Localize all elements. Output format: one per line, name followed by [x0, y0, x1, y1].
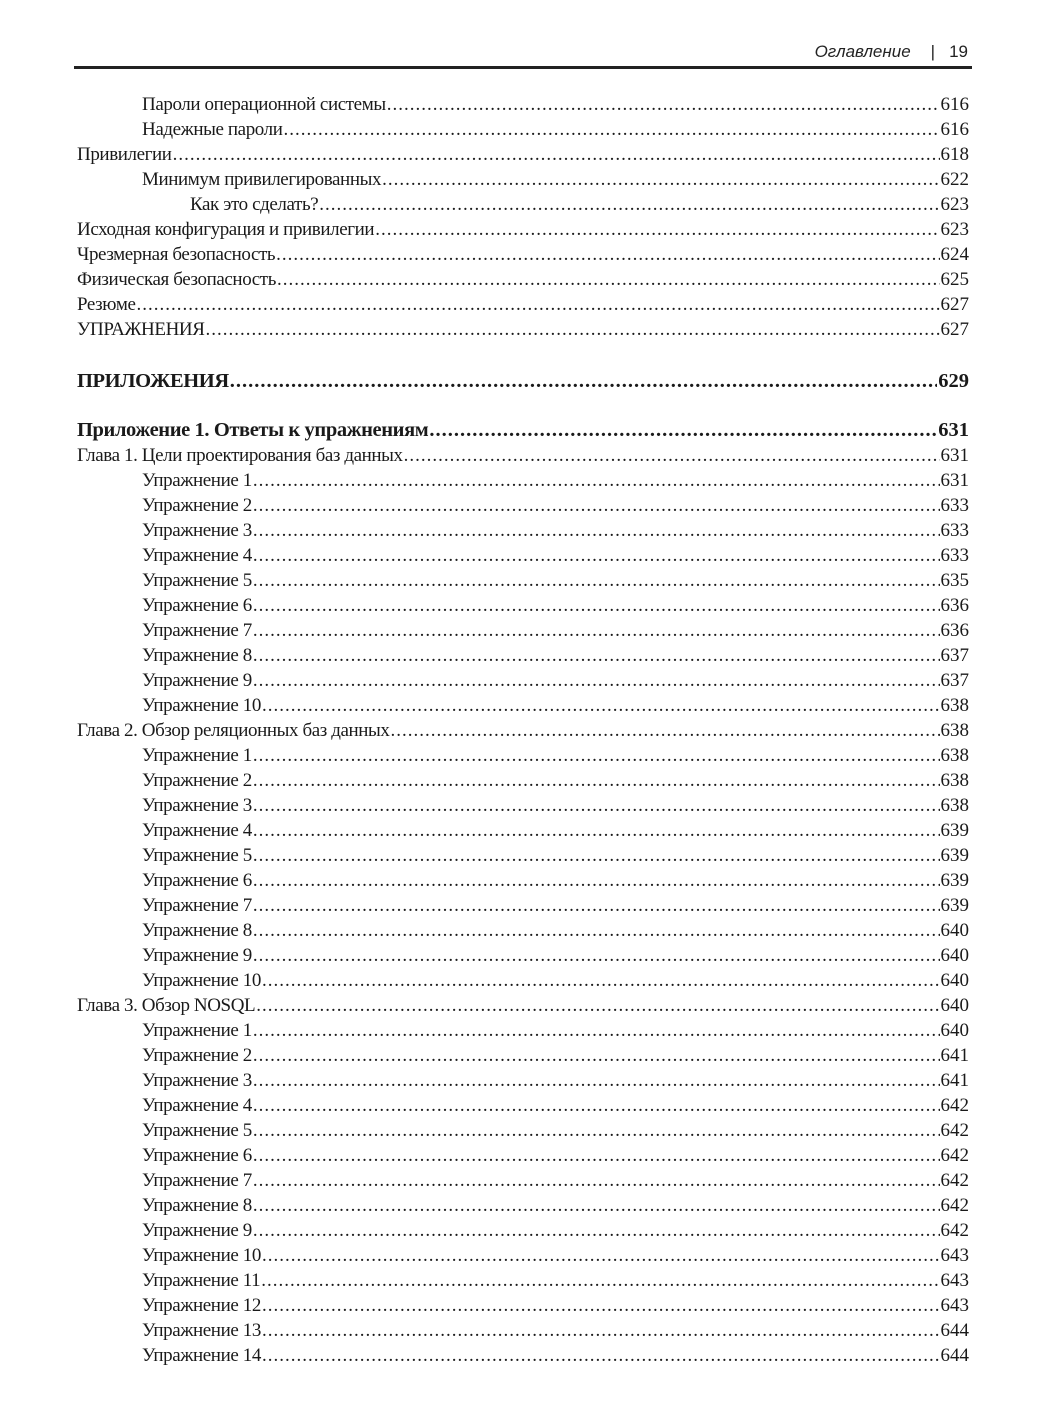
- dot-leader: [253, 493, 940, 518]
- toc-entry[interactable]: [77, 217, 969, 242]
- toc-entry-page: 616: [940, 119, 969, 140]
- toc-entry[interactable]: [77, 443, 969, 468]
- dot-leader: [391, 718, 940, 743]
- toc-entry-page: 639: [940, 845, 969, 866]
- toc-entry-page: 642: [940, 1170, 969, 1191]
- toc-entry[interactable]: [77, 369, 969, 394]
- toc-entry-title: Глава 3. Обзор NOSQL: [77, 995, 256, 1016]
- toc-entry-page: 622: [940, 169, 969, 190]
- dot-leader: [253, 568, 940, 593]
- table-of-contents: [77, 92, 969, 1368]
- toc-entry[interactable]: [77, 818, 969, 843]
- toc-entry[interactable]: [77, 117, 969, 142]
- dot-leader: [253, 593, 940, 618]
- toc-entry-page: 644: [940, 1320, 969, 1341]
- toc-entry[interactable]: [77, 167, 969, 192]
- dot-leader: [253, 1043, 940, 1068]
- toc-entry[interactable]: [77, 618, 969, 643]
- dot-leader: [253, 643, 940, 668]
- dot-leader: [253, 668, 940, 693]
- toc-entry-page: 616: [940, 94, 969, 115]
- header-right: [815, 42, 968, 62]
- toc-entry-title: Упражнение 10: [142, 695, 261, 716]
- toc-entry-page: 642: [940, 1195, 969, 1216]
- dot-leader: [253, 893, 940, 918]
- toc-entry[interactable]: [77, 1318, 969, 1343]
- toc-entry-title: Упражнение 4: [142, 1095, 252, 1116]
- dot-leader: [253, 543, 940, 568]
- toc-entry[interactable]: [77, 1343, 969, 1368]
- toc-entry-title: Упражнение 6: [142, 595, 252, 616]
- toc-entry[interactable]: [77, 843, 969, 868]
- header-title: Оглавление: [814, 42, 911, 61]
- running-header: [74, 40, 972, 69]
- toc-entry-title: Упражнение 6: [142, 1145, 252, 1166]
- toc-entry-title: Упражнение 8: [142, 1195, 252, 1216]
- toc-entry-page: 640: [940, 1020, 969, 1041]
- toc-entry-title: Упражнение 7: [142, 1170, 252, 1191]
- toc-entry-title: Упражнение 7: [142, 620, 252, 641]
- toc-entry-title: Упражнение 7: [142, 895, 252, 916]
- dot-leader: [262, 1318, 940, 1343]
- toc-entry-page: 631: [940, 445, 969, 466]
- toc-entry-page: 640: [940, 995, 969, 1016]
- dot-leader: [253, 943, 940, 968]
- dot-leader: [253, 1218, 940, 1243]
- toc-entry-page: 636: [940, 595, 969, 616]
- toc-entry-title: УПРАЖНЕНИЯ: [77, 319, 205, 340]
- toc-entry[interactable]: [77, 1218, 969, 1243]
- toc-entry-title: Надежные пароли: [142, 119, 283, 140]
- toc-entry-title: ПРИЛОЖЕНИЯ: [77, 370, 229, 392]
- toc-entry[interactable]: [77, 568, 969, 593]
- toc-entry-page: 638: [940, 770, 969, 791]
- toc-entry-page: 625: [940, 269, 969, 290]
- toc-entry[interactable]: [77, 418, 969, 443]
- page-number: 19: [949, 42, 968, 61]
- toc-entry-title: Упражнение 9: [142, 1220, 252, 1241]
- toc-entry[interactable]: [77, 142, 969, 167]
- toc-entry-page: 627: [940, 319, 969, 340]
- toc-entry[interactable]: [77, 1068, 969, 1093]
- dot-leader: [253, 1168, 940, 1193]
- dot-leader: [262, 1293, 940, 1318]
- toc-entry-title: Упражнение 2: [142, 495, 252, 516]
- dot-leader: [253, 1118, 940, 1143]
- toc-entry-title: Приложение 1. Ответы к упражнениям: [77, 419, 429, 441]
- toc-entry[interactable]: [77, 643, 969, 668]
- toc-entry-page: 637: [940, 645, 969, 666]
- toc-entry-title: Упражнение 9: [142, 945, 252, 966]
- toc-entry-title: Упражнение 8: [142, 645, 252, 666]
- toc-entry-page: 633: [940, 545, 969, 566]
- toc-entry[interactable]: [77, 693, 969, 718]
- toc-entry-page: 637: [940, 670, 969, 691]
- toc-entry-page: 636: [940, 620, 969, 641]
- dot-leader: [253, 618, 940, 643]
- toc-entry-title: Упражнение 10: [142, 970, 261, 991]
- dot-leader: [276, 242, 939, 267]
- dot-leader: [253, 518, 940, 543]
- toc-entry-title: Упражнение 12: [142, 1295, 261, 1316]
- toc-entry-page: 638: [940, 720, 969, 741]
- toc-entry-title: Упражнение 14: [142, 1345, 261, 1366]
- toc-entry[interactable]: [77, 593, 969, 618]
- toc-entry-page: 643: [940, 1245, 969, 1266]
- toc-entry[interactable]: [77, 267, 969, 292]
- toc-entry[interactable]: [77, 242, 969, 267]
- toc-entry[interactable]: [77, 468, 969, 493]
- toc-entry-title: Упражнение 5: [142, 570, 252, 591]
- toc-entry-page: 639: [940, 870, 969, 891]
- dot-leader: [284, 117, 940, 142]
- toc-entry-title: Упражнение 3: [142, 795, 252, 816]
- toc-entry-page: 624: [940, 244, 969, 265]
- dot-leader: [173, 142, 940, 167]
- toc-entry-title: Пароли операционной системы: [142, 94, 386, 115]
- toc-entry-title: Чрезмерная безопасность: [77, 244, 276, 265]
- toc-entry[interactable]: [77, 92, 969, 117]
- toc-entry[interactable]: [77, 317, 969, 342]
- toc-entry-title: Глава 1. Цели проектирования баз данных: [77, 445, 403, 466]
- toc-entry[interactable]: [77, 943, 969, 968]
- toc-entry[interactable]: [77, 1043, 969, 1068]
- toc-entry[interactable]: [77, 192, 969, 217]
- dot-leader: [253, 768, 940, 793]
- toc-entry[interactable]: [77, 718, 969, 743]
- toc-entry-title: Упражнение 9: [142, 670, 252, 691]
- dot-leader: [137, 292, 940, 317]
- toc-entry[interactable]: [77, 868, 969, 893]
- toc-entry[interactable]: [77, 1143, 969, 1168]
- toc-entry[interactable]: [77, 893, 969, 918]
- toc-entry-page: 627: [940, 294, 969, 315]
- toc-entry-page: 635: [940, 570, 969, 591]
- dot-leader: [262, 1243, 940, 1268]
- toc-entry-page: 643: [940, 1295, 969, 1316]
- dot-leader: [253, 868, 940, 893]
- header-separator: |: [930, 42, 936, 61]
- dot-leader: [387, 92, 940, 117]
- toc-entry-title: Упражнение 1: [142, 1020, 252, 1041]
- toc-entry-title: Упражнение 11: [142, 1270, 261, 1291]
- toc-entry-title: Минимум привилегированных: [142, 169, 382, 190]
- dot-leader: [253, 1018, 940, 1043]
- dot-leader: [429, 418, 937, 443]
- dot-leader: [382, 167, 939, 192]
- toc-entry-title: Упражнение 6: [142, 870, 252, 891]
- toc-entry[interactable]: [77, 743, 969, 768]
- dot-leader: [253, 743, 940, 768]
- toc-entry[interactable]: [77, 768, 969, 793]
- dot-leader: [277, 267, 940, 292]
- toc-entry-title: Упражнение 3: [142, 520, 252, 541]
- dot-leader: [253, 1093, 940, 1118]
- dot-leader: [262, 693, 940, 718]
- toc-entry[interactable]: [77, 493, 969, 518]
- dot-leader: [253, 793, 940, 818]
- dot-leader: [230, 369, 937, 394]
- toc-entry-title: Упражнение 2: [142, 1045, 252, 1066]
- toc-entry[interactable]: [77, 1193, 969, 1218]
- toc-entry[interactable]: [77, 1093, 969, 1118]
- toc-entry-page: 639: [940, 895, 969, 916]
- toc-entry-page: 638: [940, 795, 969, 816]
- toc-entry[interactable]: [77, 793, 969, 818]
- toc-entry[interactable]: [77, 668, 969, 693]
- toc-entry-title: Упражнение 1: [142, 470, 252, 491]
- toc-entry-page: 641: [940, 1045, 969, 1066]
- toc-entry[interactable]: [77, 1018, 969, 1043]
- toc-entry[interactable]: [77, 292, 969, 317]
- toc-entry-page: 618: [940, 144, 969, 165]
- toc-entry-page: 644: [940, 1345, 969, 1366]
- toc-entry-title: Как это сделать?: [190, 194, 319, 215]
- dot-leader: [375, 217, 939, 242]
- toc-entry-page: 638: [940, 745, 969, 766]
- toc-entry-title: Упражнение 13: [142, 1320, 261, 1341]
- toc-entry-page: 638: [940, 695, 969, 716]
- dot-leader: [262, 968, 940, 993]
- toc-entry[interactable]: [77, 1243, 969, 1268]
- toc-entry-title: Упражнение 5: [142, 845, 252, 866]
- toc-entry-page: 643: [940, 1270, 969, 1291]
- toc-entry-page: 640: [940, 945, 969, 966]
- toc-entry-title: Резюме: [77, 294, 136, 315]
- toc-entry[interactable]: [77, 1293, 969, 1318]
- toc-entry[interactable]: [77, 1118, 969, 1143]
- toc-entry-page: 640: [940, 970, 969, 991]
- dot-leader: [261, 1268, 939, 1293]
- dot-leader: [253, 468, 940, 493]
- toc-entry-page: 642: [940, 1220, 969, 1241]
- toc-entry-title: Упражнение 4: [142, 545, 252, 566]
- toc-entry-page: 642: [940, 1095, 969, 1116]
- toc-entry[interactable]: [77, 543, 969, 568]
- dot-leader: [253, 1143, 940, 1168]
- toc-entry-page: 631: [938, 419, 969, 441]
- toc-entry-page: 631: [940, 470, 969, 491]
- toc-entry-title: Упражнение 1: [142, 745, 252, 766]
- dot-leader: [206, 317, 940, 342]
- dot-leader: [253, 843, 940, 868]
- toc-entry-title: Глава 2. Обзор реляционных баз данных: [77, 720, 390, 741]
- toc-entry[interactable]: [77, 918, 969, 943]
- toc-entry[interactable]: [77, 968, 969, 993]
- toc-entry-page: 642: [940, 1120, 969, 1141]
- dot-leader: [253, 1068, 940, 1093]
- toc-entry-page: 633: [940, 495, 969, 516]
- toc-entry-title: Упражнение 4: [142, 820, 252, 841]
- toc-entry-title: Упражнение 3: [142, 1070, 252, 1091]
- toc-entry-title: Упражнение 5: [142, 1120, 252, 1141]
- toc-entry-title: Упражнение 8: [142, 920, 252, 941]
- toc-entry-page: 629: [938, 370, 969, 392]
- toc-entry-page: 642: [940, 1145, 969, 1166]
- dot-leader: [253, 1193, 940, 1218]
- toc-entry-title: Привилегии: [77, 144, 172, 165]
- toc-entry[interactable]: [77, 1268, 969, 1293]
- toc-entry-page: 639: [940, 820, 969, 841]
- toc-entry[interactable]: [77, 993, 969, 1018]
- dot-leader: [253, 918, 940, 943]
- dot-leader: [253, 818, 940, 843]
- toc-entry-page: 640: [940, 920, 969, 941]
- toc-entry-page: 641: [940, 1070, 969, 1091]
- toc-entry-title: Упражнение 10: [142, 1245, 261, 1266]
- toc-entry[interactable]: [77, 518, 969, 543]
- toc-entry-page: 623: [940, 194, 969, 215]
- dot-leader: [256, 993, 939, 1018]
- toc-entry-title: Упражнение 2: [142, 770, 252, 791]
- toc-entry-page: 623: [940, 219, 969, 240]
- dot-leader: [319, 192, 939, 217]
- toc-entry-page: 633: [940, 520, 969, 541]
- dot-leader: [262, 1343, 940, 1368]
- toc-entry-title: Физическая безопасность: [77, 269, 276, 290]
- dot-leader: [404, 443, 940, 468]
- toc-entry-title: Исходная конфигурация и привилегии: [77, 219, 375, 240]
- toc-entry[interactable]: [77, 1168, 969, 1193]
